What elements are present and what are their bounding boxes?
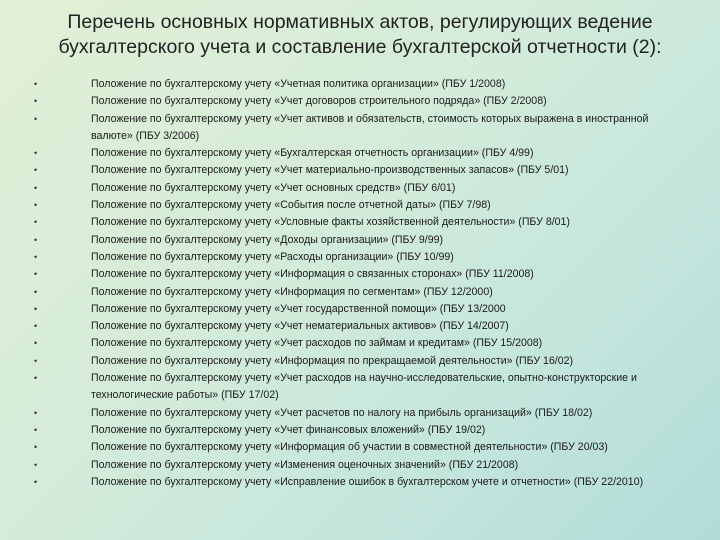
list-item-text: Положение по бухгалтерскому учету «Условные факты хозяйственной деятельности» (ПБУ 8/01) — [91, 216, 570, 229]
list-item — [34, 318, 684, 335]
list-item-text: Положение по бухгалтерскому учету «Учет расходов на научно-исследовательские, опытно-конструкторские и технологические работы» (ПБУ 17/02) — [91, 372, 637, 402]
list-item-text: Положение по бухгалтерскому учету «Учетная политика организации» (ПБУ 1/2008) — [91, 78, 506, 90]
list-item-text: Положение по бухгалтерскому учету «Учет нематериальных активов» (ПБУ 14/2007) — [91, 320, 509, 333]
list-item — [34, 232, 684, 249]
bullet-icon: • — [34, 182, 38, 193]
slide-title-line-2: бухгалтерского учета и составление бухгалтерской отчетности (2): — [58, 36, 662, 58]
list-item — [34, 162, 684, 179]
list-item — [34, 180, 684, 197]
list-item-text: Положение по бухгалтерскому учету «Учет финансовых вложений» (ПБУ 19/02) — [91, 423, 486, 436]
list-item-text: Положение по бухгалтерскому учету «Учет договоров строительного подряда» (ПБУ 2/2008) — [91, 95, 547, 108]
list-item — [34, 405, 684, 422]
bullet-icon: • — [34, 96, 38, 107]
list-item — [34, 301, 684, 318]
list-item-text: Положение по бухгалтерскому учету «Информация по сегментам» (ПБУ 12/2000) — [91, 285, 493, 298]
list-item — [34, 266, 684, 283]
list-item-text: Положение по бухгалтерскому учету «Информация о связанных сторонах» (ПБУ 11/2008) — [91, 268, 534, 281]
list-item-text: Положение по бухгалтерскому учету «Изменения оценочных значений» (ПБУ 21/2008) — [91, 458, 519, 471]
bullet-icon: • — [34, 442, 38, 453]
list-item — [34, 284, 684, 301]
bullet-icon: • — [34, 286, 38, 297]
list-item-text: Положение по бухгалтерскому учету «Информация об участии в совместной деятельности» (ПБУ 20/03) — [91, 441, 608, 454]
list-item-text: Положение по бухгалтерскому учету «Информация по прекращаемой деятельности» (ПБУ 16/02) — [91, 354, 574, 367]
bullet-icon: • — [34, 113, 38, 124]
list-item — [34, 214, 684, 231]
list-item-text: Положение по бухгалтерскому учету «Учет материально-производственных запасов» (ПБУ 5/01) — [91, 164, 569, 177]
bullet-icon: • — [34, 148, 38, 159]
slide-title — [20, 10, 700, 60]
bullet-icon: • — [34, 165, 38, 176]
list-item-text: Положение по бухгалтерскому учету «Учет расходов по займам и кредитам» (ПБУ 15/2008) — [91, 337, 543, 350]
list-item — [34, 249, 684, 266]
list-item — [34, 197, 684, 214]
list-item — [34, 370, 684, 405]
list-item-text: Положение по бухгалтерскому учету «Учет основных средств» (ПБУ 6/01) — [91, 181, 456, 194]
bullet-icon: • — [34, 321, 38, 332]
list-item — [34, 111, 684, 146]
list-item-text: Положение по бухгалтерскому учету «Учет активов и обязательств, стоимость которых выражена в иностранной валюте» (ПБУ 3/2006) — [91, 112, 649, 142]
list-item-text: Положение по бухгалтерскому учету «Бухгалтерская отчетность организации» (ПБУ 4/99) — [91, 147, 534, 160]
bullet-icon: • — [34, 303, 38, 314]
list-item-text: Положение по бухгалтерскому учету «Учет государственной помощи» (ПБУ 13/2000 — [91, 302, 506, 315]
bullet-icon: • — [34, 459, 38, 470]
list-item — [34, 422, 684, 439]
list-item — [34, 335, 684, 352]
list-item — [34, 145, 684, 162]
bullet-icon: • — [34, 338, 38, 349]
bullet-icon: • — [34, 269, 38, 280]
list-item-text: Положение по бухгалтерскому учету «Исправление ошибок в бухгалтерском учете и отчетности» (ПБУ 22/2010) — [91, 475, 644, 488]
bullet-icon: • — [34, 373, 38, 384]
list-item-text: Положение по бухгалтерскому учету «События после отчетной даты» (ПБУ 7/98) — [91, 199, 491, 212]
bullet-icon: • — [34, 476, 38, 487]
regulations-list — [34, 76, 684, 491]
bullet-icon: • — [34, 251, 38, 262]
bullet-icon: • — [34, 407, 38, 418]
bullet-icon: • — [34, 200, 38, 211]
list-item — [34, 457, 684, 474]
bullet-icon: • — [34, 424, 38, 435]
slide-title-line-1: Перечень основных нормативных актов, регулирующих ведение — [67, 11, 653, 33]
list-item-text: Положение по бухгалтерскому учету «Доходы организации» (ПБУ 9/99) — [91, 233, 444, 246]
bullet-icon: • — [34, 217, 38, 228]
list-item — [34, 474, 684, 491]
list-item — [34, 93, 684, 110]
list-item-text: Положение по бухгалтерскому учету «Расходы организации» (ПБУ 10/99) — [91, 250, 454, 263]
bullet-icon: • — [34, 234, 38, 245]
list-item — [34, 439, 684, 456]
list-item-text: Положение по бухгалтерскому учету «Учет расчетов по налогу на прибыль организаций» (ПБУ 18/02) — [91, 406, 593, 419]
list-item — [34, 353, 684, 370]
bullet-icon: • — [34, 355, 38, 366]
list-item — [34, 76, 684, 93]
bullet-icon: • — [34, 79, 38, 89]
